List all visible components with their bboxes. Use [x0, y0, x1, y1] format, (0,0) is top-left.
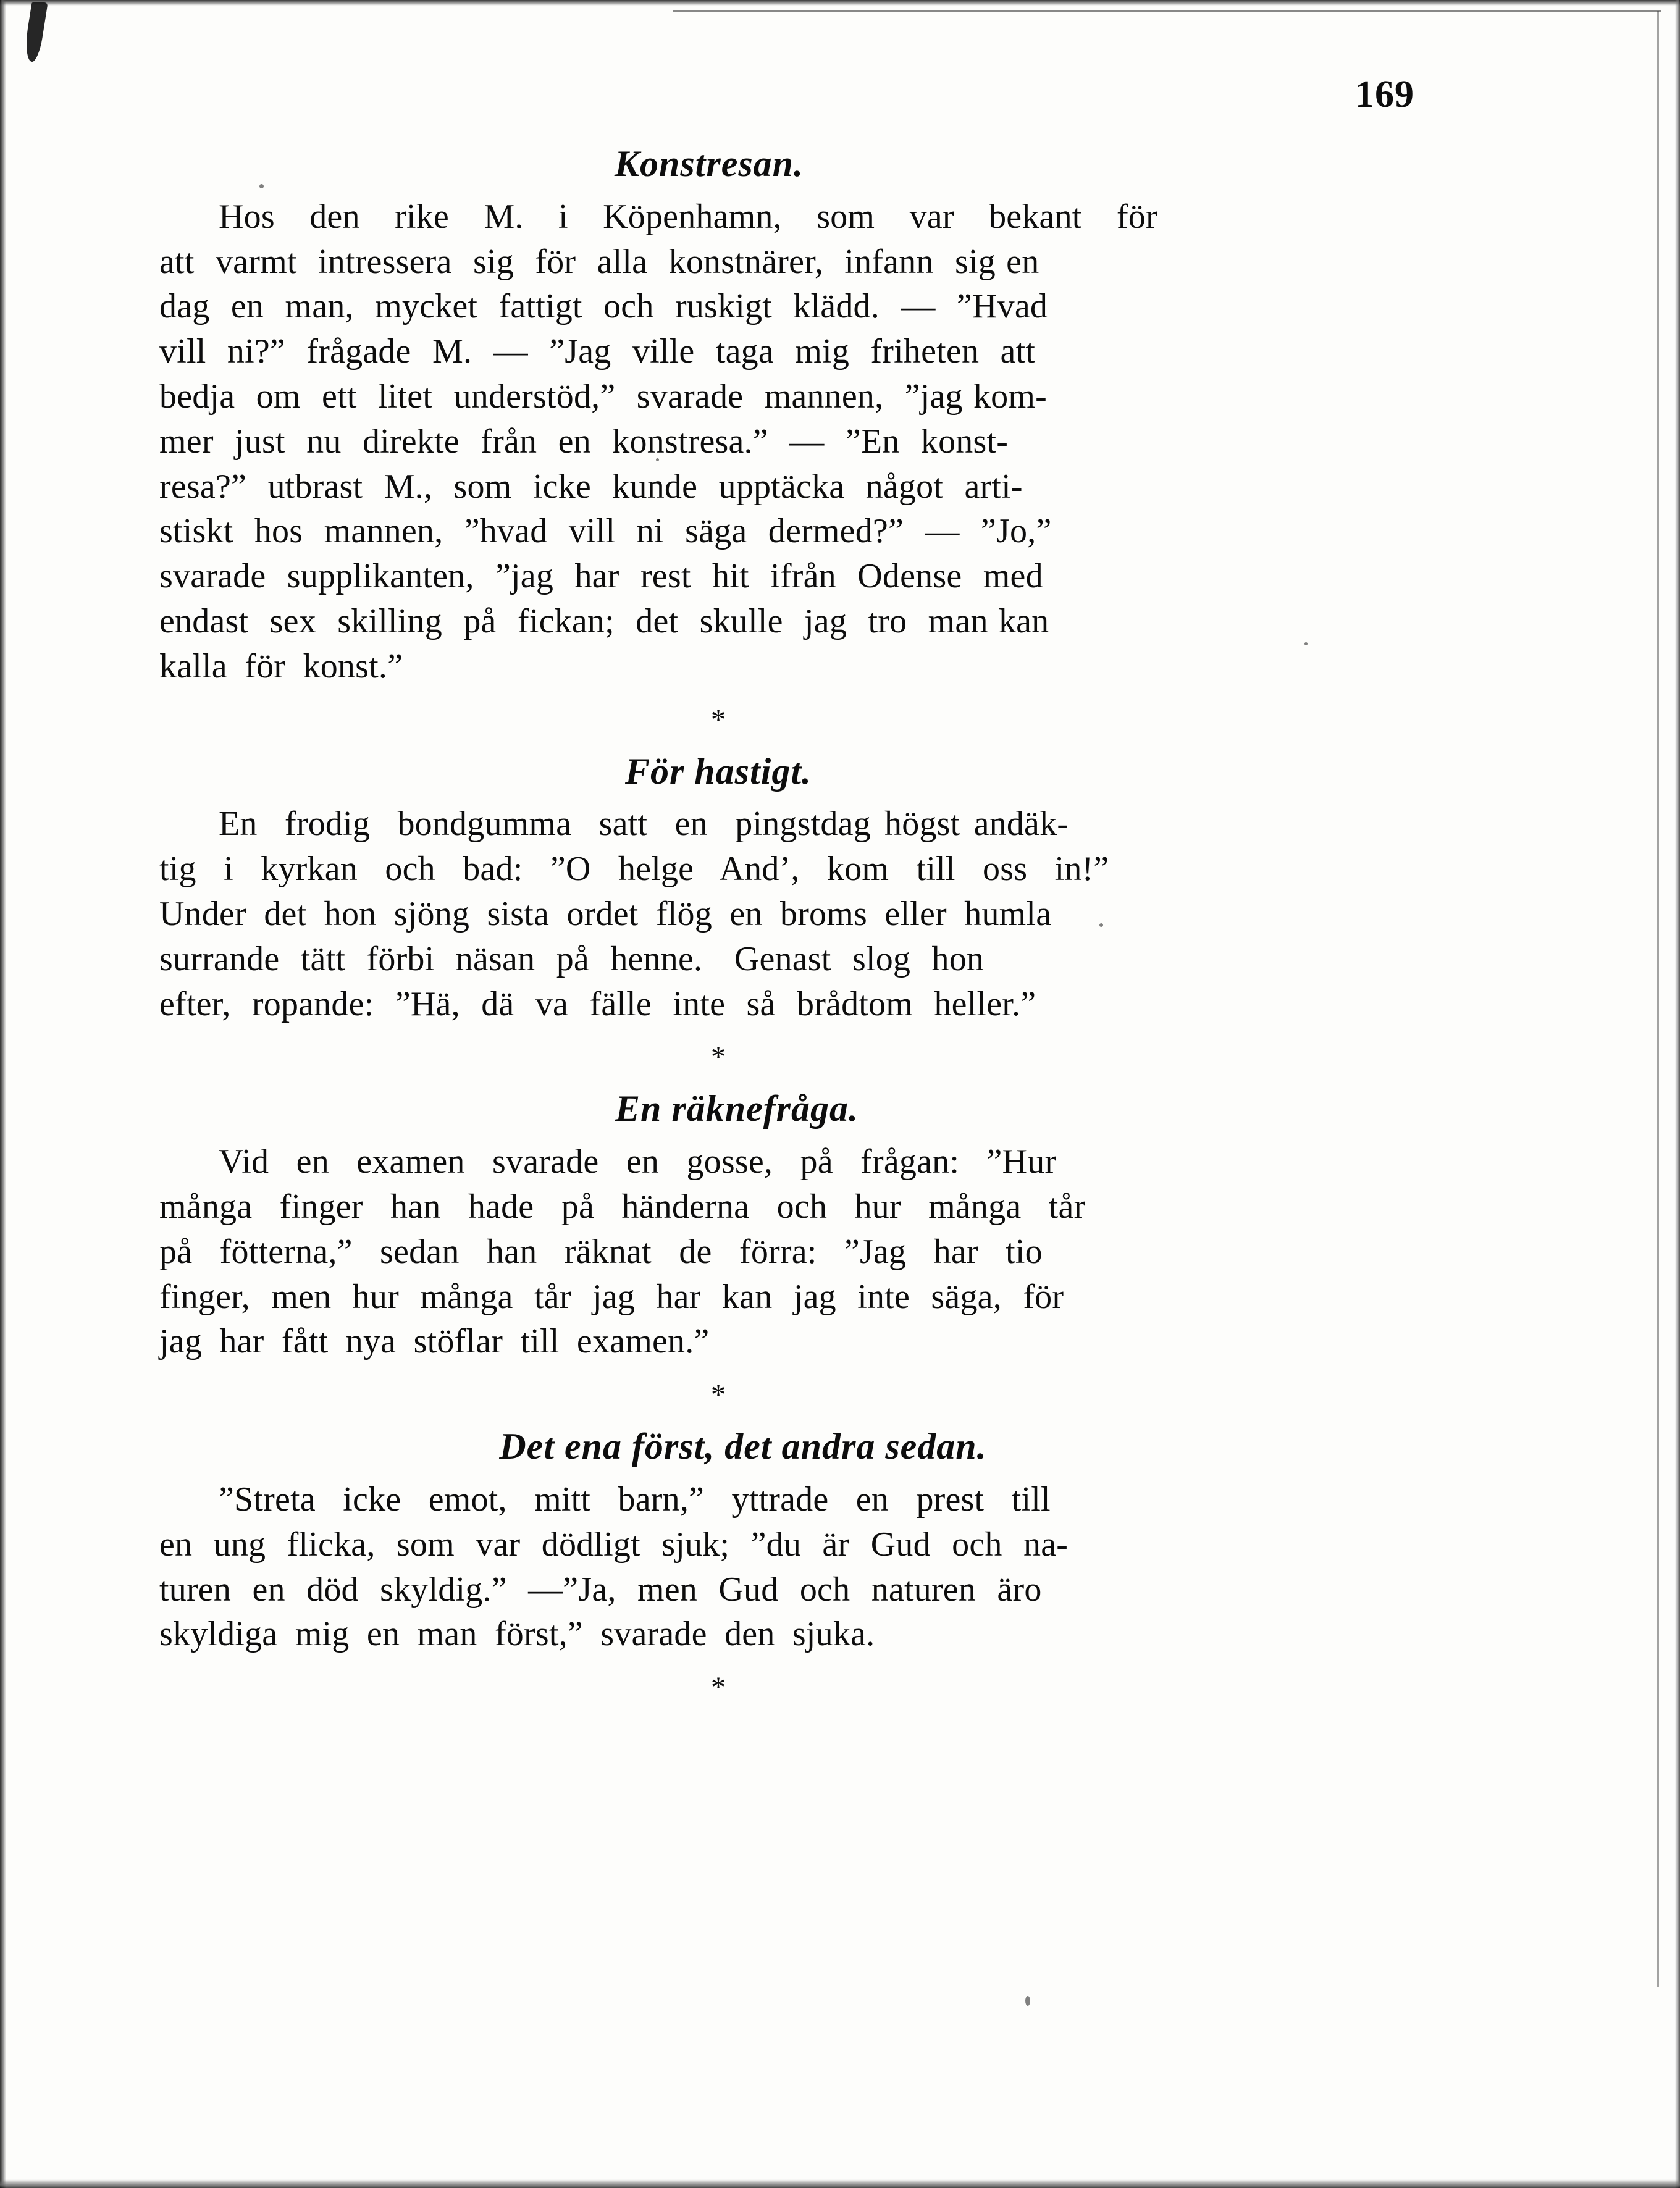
- anecdote-en-raknefraga: [159, 1087, 1321, 1364]
- text-line: skyldiga mig en man först,” svarade den sjuka.: [159, 1615, 875, 1654]
- anecdote-for-hastigt: [159, 750, 1321, 1027]
- text-line: En frodig bondgumma satt en pingstdag högst andäk-: [219, 805, 1069, 844]
- text-line: många finger han hade på händerna och hur många tår: [159, 1187, 1086, 1226]
- text-line: efter, ropande: ”Hä, dä va fälle inte så brådtom heller.”: [159, 984, 1036, 1023]
- anecdote-title: En räknefråga.: [615, 1088, 859, 1130]
- scan-speck: [1025, 1996, 1030, 2006]
- text-line: bedja om ett litet understöd,” svarade mannen, ”jag kom-: [159, 377, 1047, 416]
- text-line: ”Streta icke emot, mitt barn,” yttrade en prest till: [219, 1480, 1051, 1519]
- text-line: turen en död skyldig.” —”Ja, men Gud och naturen äro: [159, 1570, 1042, 1609]
- anecdote-body: [159, 802, 1321, 1026]
- section-divider-asterisk-icon: *: [711, 1671, 726, 1704]
- anecdote-body: [159, 195, 1321, 689]
- text-line: jag har fått nya stöflar till examen.”: [159, 1322, 710, 1361]
- text-line: mer just nu direkte från en konstresa.” — ”En konst-: [159, 422, 1009, 461]
- text-line: kalla för konst.”: [159, 647, 403, 685]
- text-line: finger, men hur många tår jag har kan jag inte säga, för: [159, 1277, 1064, 1316]
- anecdote-title: För hastigt.: [624, 750, 812, 792]
- text-line: Hos den rike M. i Köpenhamn, som var bekant för: [219, 197, 1157, 236]
- scan-tear-mark-icon: [22, 2, 48, 62]
- anecdote-title: Konstresan.: [614, 143, 804, 184]
- anecdote-body: [159, 1139, 1321, 1364]
- text-column: [159, 142, 1321, 1717]
- text-line: dag en man, mycket fattigt och ruskigt klädd. — ”Hvad: [159, 287, 1048, 326]
- text-line: Under det hon sjöng sista ordet flög en broms eller humla: [159, 894, 1052, 933]
- text-line: resa?” utbrast M., som icke kunde upptäcka något arti-: [159, 467, 1023, 506]
- text-line: tig i kyrkan och bad: ”O helge And’, kom till oss in!”: [159, 850, 1109, 889]
- scan-edge-right: [1675, 0, 1680, 2188]
- scan-border-rule-right: [1657, 11, 1659, 1987]
- text-line: endast sex skilling på fickan; det skulle jag tro man kan: [159, 601, 1049, 640]
- text-line: svarade supplikanten, ”jag har rest hit ifrån Odense med: [159, 557, 1043, 596]
- anecdote-title: Det ena först, det andra sedan.: [499, 1426, 987, 1467]
- text-line: att varmt intressera sig för alla konstnärer, infann sig en: [159, 242, 1040, 281]
- text-line: en ung flicka, som var dödligt sjuk; ”du är Gud och na-: [159, 1525, 1069, 1564]
- anecdote-det-ena-forst: [159, 1425, 1321, 1657]
- text-line: surrande tätt förbi näsan på henne. Genast slog hon: [159, 939, 985, 978]
- scan-edge-top: [0, 0, 1680, 6]
- scan-edge-left: [0, 0, 6, 2188]
- text-line: Vid en examen svarade en gosse, på frågan: ”Hur: [219, 1142, 1057, 1181]
- text-line: stiskt hos mannen, ”hvad vill ni säga dermed?” — ”Jo,”: [159, 512, 1052, 551]
- section-divider-asterisk-icon: *: [711, 703, 726, 736]
- text-line: vill ni?” frågade M. — ”Jag ville taga mig friheten att: [159, 332, 1036, 371]
- scan-border-rule-top: [673, 10, 1661, 12]
- text-line: på fötterna,” sedan han räknat de förra: ”Jag har tio: [159, 1232, 1043, 1271]
- anecdote-body: [159, 1477, 1321, 1657]
- anecdote-konstresan: [159, 142, 1321, 689]
- section-divider-asterisk-icon: *: [711, 1041, 726, 1074]
- page-number: 169: [1355, 73, 1414, 115]
- section-divider-asterisk-icon: *: [711, 1378, 726, 1412]
- scan-edge-bottom: [0, 2179, 1680, 2188]
